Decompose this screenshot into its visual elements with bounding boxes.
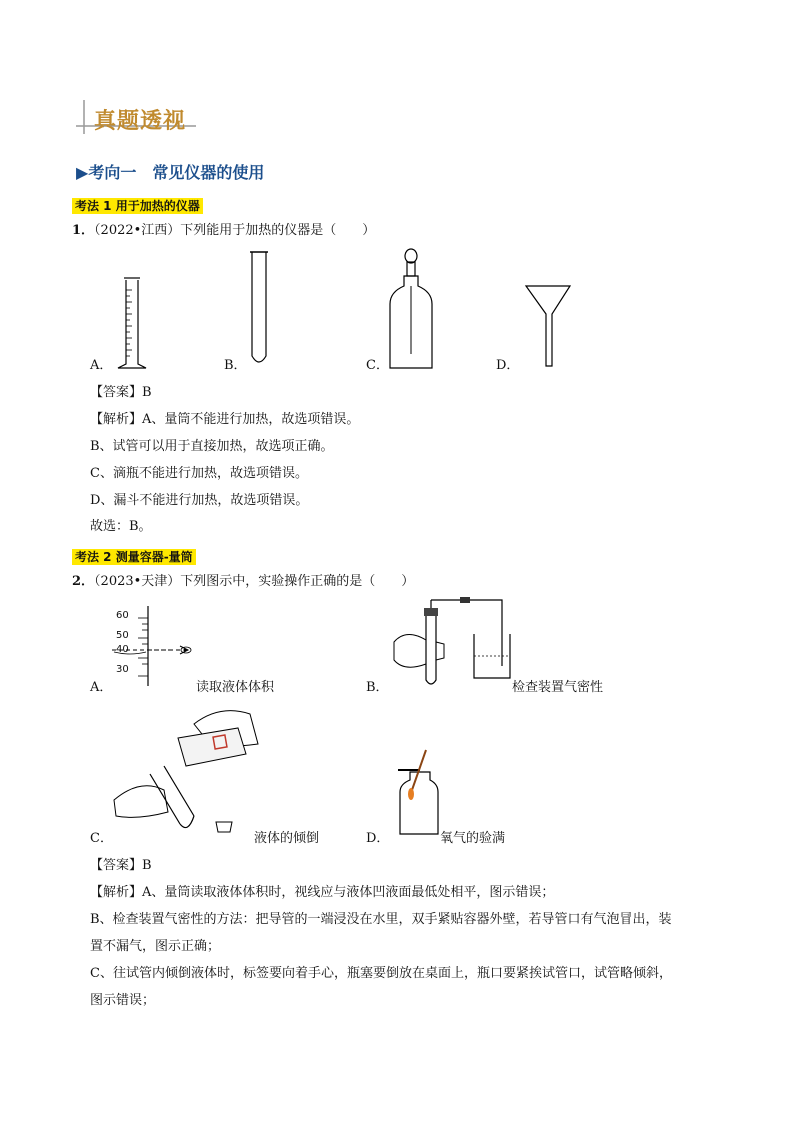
question-number: 1． [72,223,95,238]
method-tag-1: 考法 1 用于加热的仪器 [72,198,203,214]
q2-analysis-line: B、检查装置气密性的方法：把导管的一端浸没在水里，双手紧贴容器外壁，若导管口有气泡冒出，装 [90,912,672,927]
analysis-label: 【解析】 [90,885,143,900]
section-heading [76,160,264,183]
question-text: （2022•江西）下列能用于加热的仪器是（ ） [94,223,376,238]
q2-caption-c: 液体的倾倒 [254,831,320,846]
section-marker-icon: ▶ [76,163,89,182]
q1-analysis-line: B、试管可以用于直接加热，故选项正确。 [90,439,334,454]
q1-option-d[interactable]: D． [496,358,520,373]
q1-answer [90,384,152,402]
answer-label: 【答案】 [90,858,143,873]
answer-value: B [142,858,152,873]
analysis-text: A、量筒读取液体体积时，视线应与液体凹液面最低处相平，图示错误； [142,885,555,900]
q1-analysis-line: C、滴瓶不能进行加热，故选项错误。 [90,466,308,481]
q2-option-d[interactable]: D． [366,831,390,846]
q1-option-b[interactable]: B． [224,358,247,373]
funnel-icon [524,282,574,372]
q2-answer [90,857,152,875]
q2-analysis-line: 置不漏气，图示正确； [90,939,221,954]
q2-caption-a: 读取液体体积 [196,680,275,695]
answer-label: 【答案】 [90,385,143,400]
question-text: （2023•天津）下列图示中，实验操作正确的是（ ） [94,574,415,589]
q1-option-c[interactable]: C． [366,358,389,373]
q1-analysis-line: D、漏斗不能进行加热，故选项错误。 [90,493,309,508]
tick-label: 40 [116,644,129,655]
test-tube-icon [244,248,274,368]
q2-caption-d: 氧气的验满 [440,831,506,846]
dropper-bottle-icon [386,246,436,376]
section-title: 考向一 常见仪器的使用 [88,163,265,182]
page-title: 真题透视 [94,109,187,134]
q2-option-b[interactable]: B． [366,680,389,695]
q2-caption-b: 检查装置气密性 [512,680,604,695]
q1-analysis-line: 故选：B。 [90,519,152,534]
graduated-cylinder-icon [112,250,152,370]
q1-analysis-line [90,411,359,429]
q2-analysis-line: 图示错误； [90,993,156,1008]
q2-analysis-line [90,884,554,902]
method-tag-2: 考法 2 测量容器-量筒 [72,549,196,565]
tick-label: 60 [116,610,129,621]
q2-option-a[interactable]: A． [90,680,113,695]
pouring-liquid-figure [110,704,260,834]
q2-analysis-line: C、往试管内倾倒液体时，标签要向着手心，瓶塞要倒放在桌面上，瓶口要紧挨试管口，试管略倾斜， [90,966,672,981]
q1-option-a[interactable]: A． [90,358,113,373]
tick-label: 50 [116,630,129,641]
question-2-stem [72,573,414,591]
question-number: 2． [72,574,95,589]
scale-ticks [116,610,129,676]
oxygen-test-figure [396,750,456,840]
tick-label: 30 [116,664,129,675]
analysis-text: A、量筒不能进行加热，故选项错误。 [142,412,360,427]
answer-value: B [142,385,152,400]
airtightness-figure [390,600,510,690]
q2-option-c[interactable]: C． [90,831,113,846]
analysis-label: 【解析】 [90,412,143,427]
question-1-stem [72,222,375,240]
